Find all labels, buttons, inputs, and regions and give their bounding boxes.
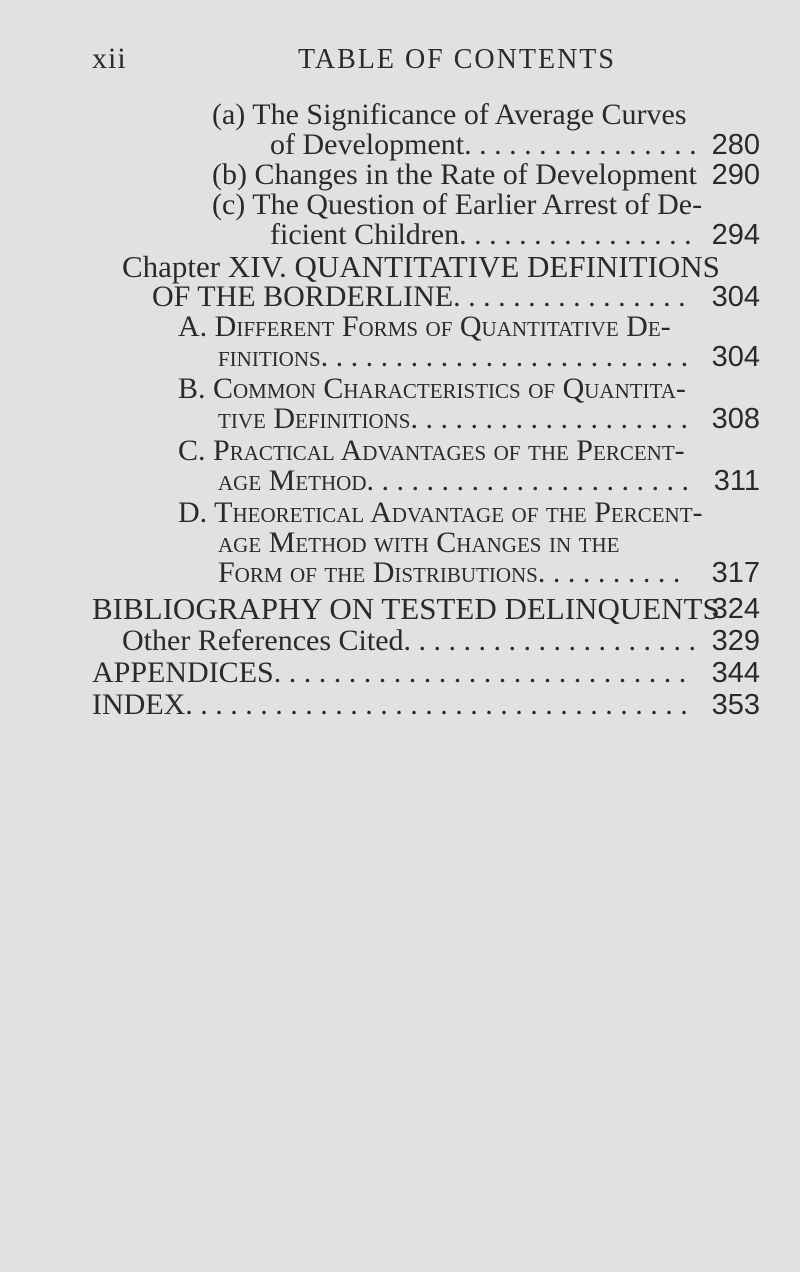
toc-entry-text: BIBLIOGRAPHY ON TESTED DELINQUENTS: [92, 591, 720, 626]
toc-entry-text: ficient Children. . . . . . . . . . . . . . . .: [270, 218, 692, 251]
page-folio: xii: [92, 42, 127, 75]
toc-entry-text: C. Practical Advantages of the Percent-: [178, 434, 685, 467]
toc-entry-text: finitions. . . . . . . . . . . . . . . . . . . . . . . . .: [218, 340, 689, 373]
toc-page-number: 344: [711, 657, 760, 689]
toc-entry-text: Other References Cited. . . . . . . . . . . . . . . . . . . .: [122, 624, 697, 657]
toc-entry: [0, 100, 800, 130]
toc-entry-text: Form of the Distributions. . . . . . . . . .: [218, 556, 681, 589]
toc-page-number: 329: [711, 625, 760, 657]
toc-entry: [0, 282, 800, 312]
running-head: TABLE OF CONTENTS: [298, 44, 616, 75]
toc-entry: [0, 130, 800, 160]
toc-entry: [0, 220, 800, 250]
toc-entry: [0, 498, 800, 528]
toc-entry: [0, 190, 800, 220]
toc-entry-text: Chapter XIV. QUANTITATIVE DEFINITIONS: [122, 249, 720, 284]
toc-entry: [0, 558, 800, 588]
toc-entry-text: (a) The Significance of Average Curves: [212, 98, 687, 131]
toc-entry: [0, 374, 800, 404]
toc-entry: [0, 466, 800, 496]
toc-entry-text: OF THE BORDERLINE. . . . . . . . . . . . . . . .: [152, 280, 686, 313]
toc-entry-text: tive Definitions. . . . . . . . . . . . . . . . . . .: [218, 402, 688, 435]
toc-entry: [0, 342, 800, 372]
toc-page-number: 290: [711, 159, 760, 191]
toc-entry-text: D. Theoretical Advantage of the Percent-: [178, 496, 703, 529]
toc-entry: [0, 404, 800, 434]
toc-entry-text: B. Common Characteristics of Quantita-: [178, 372, 686, 405]
toc-entry-text: APPENDICES. . . . . . . . . . . . . . . . . . . . . . . . . . . .: [92, 656, 687, 689]
toc-entry-text: age Method with Changes in the: [218, 526, 620, 559]
toc-page-number: 308: [711, 403, 760, 435]
toc-entry-text: (b) Changes in the Rate of Development: [212, 158, 697, 191]
page-header: [0, 42, 800, 82]
toc-section-heading: [0, 591, 800, 626]
toc-entry-text: (c) The Question of Earlier Arrest of De-: [212, 188, 703, 221]
toc-page-number: 294: [711, 219, 760, 251]
toc-entry: [0, 436, 800, 466]
toc-entry: [0, 312, 800, 342]
toc-page-number: 324: [711, 593, 760, 625]
toc-section-heading: [0, 690, 800, 720]
toc-entry-text: of Development. . . . . . . . . . . . . . . .: [270, 128, 697, 161]
toc-entry: [0, 528, 800, 558]
toc-entry: [0, 626, 800, 656]
toc-page-number: 311: [713, 465, 760, 497]
toc-section-heading: [0, 658, 800, 688]
toc-chapter-heading: [0, 249, 800, 284]
toc-entry: [0, 160, 800, 190]
toc-entry-text: INDEX. . . . . . . . . . . . . . . . . . . . . . . . . . . . . . . . . .: [92, 688, 688, 721]
toc-page-number: 304: [711, 281, 760, 313]
toc-page-number: 317: [711, 557, 760, 589]
toc-page-number: 280: [711, 129, 760, 161]
toc-page-number: 304: [711, 341, 760, 373]
toc-page-number: 353: [711, 689, 760, 721]
toc-entry-text: A. Different Forms of Quantitative De-: [178, 310, 671, 343]
toc-entry-text: age Method. . . . . . . . . . . . . . . . . . . . . .: [218, 464, 689, 497]
